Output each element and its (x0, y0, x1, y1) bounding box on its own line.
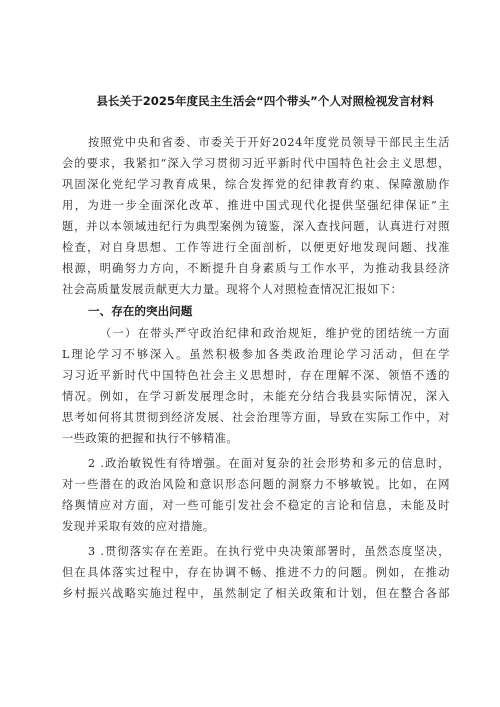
paragraph-line: 思考如何将其贯彻到经济发展、社会治理等方面，导致在实际工作中，对 (62, 411, 450, 424)
paragraph-line: 对一些潜在的政治风险和意识形态问题的洞察力不够敏锐。比如，在网 (62, 478, 450, 491)
section-heading: 一、存在的突出问题 (88, 304, 193, 318)
paragraph-line: 但在具体落实过程中，存在协调不畅、推进不力的问题。例如，在推动 (62, 566, 450, 579)
subsection-heading: （一）在带头严守政治纪律和政治规矩，维护党的团结统一方面 (100, 327, 450, 340)
intro-line: 检查，对自身思想、工作等进行全面剖析，以便更好地发现问题、找准 (62, 241, 450, 254)
paragraph-line: 络舆情应对方面，对一些可能引发社会不稳定的言论和信息，未能及时 (62, 499, 450, 512)
paragraph-line: L理论学习不够深入。虽然积极参加各类政治理论学习活动，但在学 (62, 348, 450, 361)
intro-line: 根源，明确努力方向，不断提升自身素质与工作水平，为推动我县经济 (62, 262, 450, 275)
document-title: 县长关于2025年度民主生活会“四个带头”个人对照检视发言材料 (96, 94, 434, 108)
intro-line: 用，为进一步全面深化改革、推进中国式现代化提供坚强纪律保证”主 (62, 199, 450, 212)
intro-line: 按照党中央和省委、市委关于开好2024年度党员领导干部民主生活 (88, 136, 450, 149)
paragraph-line: 3 .贯彻落实存在差距。在执行党中央决策部署时，虽然态度坚决， (88, 545, 450, 558)
paragraph-line: 习习近平新时代中国特色社会主义思想时，存在理解不深、领悟不透的 (62, 369, 450, 382)
paragraph-line: 发现并采取有效的应对措施。 (62, 520, 215, 533)
paragraph-line: 2 .政治敏锐性有待增强。在面对复杂的社会形势和多元的信息时， (88, 457, 450, 470)
intro-line: 社会高质量发展贡献更大力量。现将个人对照检查情况汇报如下： (62, 283, 403, 296)
paragraph-line: 情况。例如，在学习新发展理念时，未能充分结合我县实际情况，深入 (62, 390, 450, 403)
intro-line: 题，并以本领域违纪行为典型案例为镜鉴，深入查找问题，认真进行对照 (62, 220, 450, 233)
intro-line: 巩固深化党纪学习教育成果，综合发挥党的纪律教育约束、保障激励作 (62, 178, 450, 191)
paragraph-line: 乡村振兴战略实施过程中，虽然制定了相关政策和计划，但在整合各部 (62, 587, 450, 600)
intro-line: 会的要求，我紧扣“深入学习贯彻习近平新时代中国特色社会主义思想， (62, 157, 450, 170)
paragraph-line: 一些政策的把握和执行不够精准。 (62, 432, 239, 445)
